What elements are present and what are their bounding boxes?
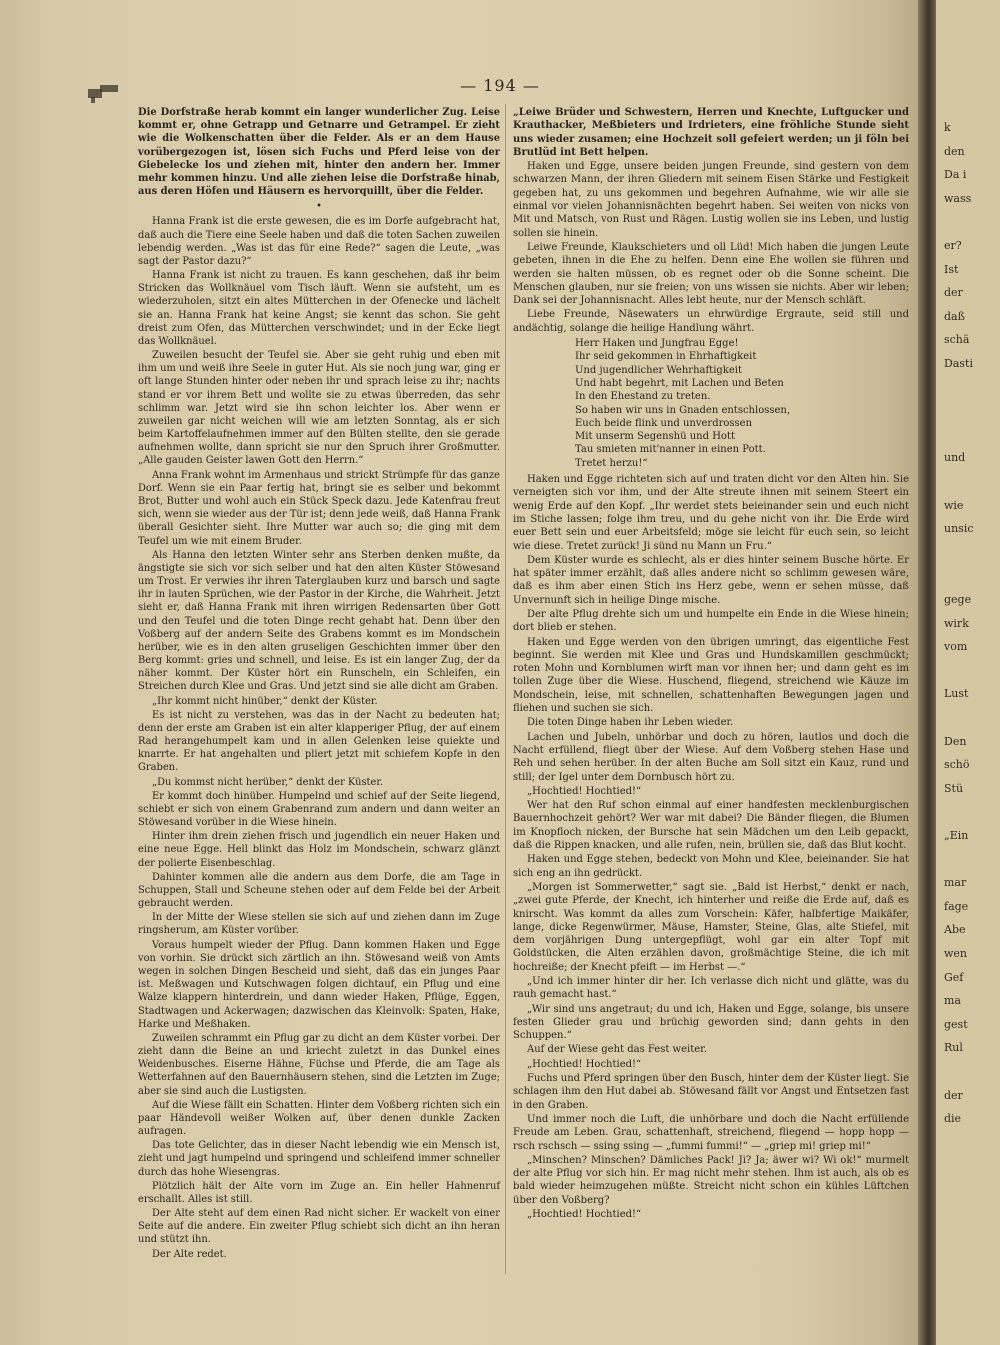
paragraph: Fuchs und Pferd springen über den Busch, hinter dem der Küster liegt. Sie schlagen ihm den Hut dabei ab. Stöwesand fällt vor Angst und Entsetzen fast in den Graben. bbox=[513, 1073, 909, 1111]
paragraph: Zuweilen schrammt ein Pflug gar zu dicht an dem Küster vorbei. Der zieht dann die Beine an und kriecht zuletzt in das Dunkel eines Weidenbusches. Eiserne Hähne, Füchse und Pferde, die am Tage als Wetterfahnen auf den Bauernhäusern stehen, sind die Letzten im Zuge; aber sie sind auch die Lustigsten. bbox=[138, 1032, 500, 1097]
paragraph: „Du kommst nicht herüber,“ denkt der Küster. bbox=[152, 776, 384, 788]
paragraph: Und immer noch die Luft, die unhörbare und doch die Nacht erfüllende Freude am Leben. Grau, schattenhaft, streichend, fliegend — hopp hopp — rsch rschsch — ssing ssing — „fummi fummi!“ — „griep mi! griep mi!“ bbox=[513, 1113, 909, 1152]
paragraph: Leiwe Freunde, Klaukschieters und oll Lüd! Mich haben die jungen Leute gebeten, ihnen in die Ehe zu helfen. Denn eine Ehe wollen sie führen und werden sie halten müssen, ob es regnet oder ob die Sonne scheint. Die Menschen glauben, nur sie freien; von uns wissen sie nichts. Aber wir leben; Dank sei der Johannisnacht. Alles lebt heute, nur der Mensch schläft. bbox=[513, 241, 909, 307]
next-page-fragment: wie bbox=[944, 498, 964, 512]
paragraph: Es ist nicht zu verstehen, was das in der Nacht zu bedeuten hat; denn der erste am Graben ist ein alter klapperiger Pflug, der auf einem Rad herangehumpelt kam und in allen Gelenken leise quiekte und knarrte. Er hat angehalten und pliert jetzt mit schiefem Kopfe in den Graben. bbox=[138, 709, 500, 774]
paragraph: „Hochtied! Hochtied!“ bbox=[527, 1209, 642, 1221]
paragraph: „Morgen ist Sommerwetter,“ sagt sie. „Bald ist Herbst,“ denkt er nach, „zwei gute Pferde, der Knecht, ich hinterher und reiße die Erde auf, daß es knirscht. Was kommt da alles zum Vorschein: Käfer, halbfertige Maikäfer, lange, dicke Regenwürmer, Mäuse, Hamster, Steine, Glas, alte Stiefel, mit dem vorjährigen Dung untergepflügt, wohl gar ein alter Topf mit Goldstücken, die Alten erzählen davon, großmächtige Steine, die ich mit hochreiße; der Knecht pfeift — im Herbst —.“ bbox=[513, 881, 909, 973]
next-page-fragment: Rul bbox=[944, 1041, 963, 1055]
verse-line: Herr Haken und Jungfrau Egge! bbox=[575, 338, 739, 350]
paragraph: „Hochtied! Hochtied!“ bbox=[527, 785, 642, 797]
next-page-fragment: vom bbox=[944, 640, 968, 654]
paragraph: Auf der Wiese geht das Fest weiter. bbox=[527, 1044, 708, 1056]
next-page-fragment: wen bbox=[944, 947, 968, 960]
paragraph: Das tote Gelichter, das in dieser Nacht lebendig wie ein Mensch ist, zieht und jagt humpelnd und springend und schleifend immer schneller durch das hohe Wiesengras. bbox=[138, 1140, 500, 1178]
next-page-fragment: der bbox=[944, 1088, 963, 1102]
wedding-verse bbox=[575, 337, 909, 470]
verse-line: Und jugendlicher Wehrhaftigkeit bbox=[575, 364, 742, 376]
paragraph: „Ihr kommt nicht hinüber,“ denkt der Küster. bbox=[152, 695, 378, 707]
next-page-fragment: Abe bbox=[944, 923, 966, 937]
next-page-fragment: mar bbox=[944, 876, 967, 890]
paragraph: In der Mitte der Wiese stellen sie sich auf und ziehen dann im Zuge ringsherum, am Küster vorüber. bbox=[138, 912, 500, 937]
paragraph: Plötzlich hält der Alte vorn im Zuge an. Ein heller Hahnenruf erschallt. Alles ist still. bbox=[138, 1180, 500, 1205]
paragraph: Auf die Wiese fällt ein Schatten. Hinter dem Voßberg richten sich ein paar Händevoll weißer Wolken auf, über denen dunkle Zacken aufragen. bbox=[138, 1099, 500, 1138]
paragraph: „Hochtied! Hochtied!“ bbox=[527, 1058, 642, 1070]
right-column bbox=[513, 106, 909, 1222]
paragraph: Dahinter kommen alle die andern aus dem Dorfe, die am Tage in Schuppen, Stall und Scheune stehen oder auf dem Felde bei der Arbeit gebraucht werden. bbox=[138, 871, 500, 910]
page-number: — 194 — bbox=[460, 76, 540, 95]
verse-line: Ihr seid gekommen in Ehrhaftigkeit bbox=[575, 351, 757, 363]
paragraph: Liebe Freunde, Näsewaters un ehrwürdige Ergraute, seid still und andächtig, solange die heilige Handlung währt. bbox=[513, 309, 909, 334]
left-column bbox=[138, 106, 500, 1262]
next-page-fragment: die bbox=[944, 1112, 962, 1126]
next-page-fragment: Stü bbox=[944, 781, 964, 795]
paragraph: Die Dorfstraße herab kommt ein langer wunderlicher Zug. Leise kommt er, ohne Getrapp und Getnarre und Getrampel. Er zieht wie die Wolkenschatten über die Felder. Als er an dem Hause vorübergezogen ist, lösen sich Fuchs und Pferd leise von der Giebelecke los und ziehen mit, hinter den andern her. Immer mehr kommen hinzu. Und alle ziehen leise die Dorfstraße hinab, aus deren Höfen und Häusern es hervorquillt, über die Felder. bbox=[138, 107, 500, 198]
next-page-fragment: daß bbox=[944, 309, 965, 323]
paragraph: „Leiwe Brüder und Schwestern, Herren und Knechte, Luftgucker und Krauthacker, Meßbieters und Irdrieters, eine fröhliche Stunde sieht uns wieder zusamen; eine Hochzeit soll gefeiert werden; un ji föln bei Brutlüd int Bett helpen. bbox=[513, 107, 909, 158]
paragraph: Haken und Egge richteten sich auf und traten dicht vor den Alten hin. Sie verneigten sich vor ihm, und der Alte streute ihnen mit seinem Steert ein wenig Erde auf den Kopf. „Ihr werdet stets beieinander sein und euch nicht im Stiche lassen; folge ihm treu, und du gehe nicht von ihr. Die Erde wird euer Bett sein und euer Arbeitsfeld; möge sie leicht für euch sein, so leicht wie diese. Tretet zurück! Ji sünd nu Mann un Fru.“ bbox=[513, 474, 909, 552]
paragraph: Lachen und Jubeln, unhörbar und doch zu hören, lautlos und doch die Nacht erfüllend, fliegt über der Wiese. Auf dem Voßberg stehen Hase und Reh und sehen herüber. In der alten Buche am Soll sitzt ein Kauz, rund und still; der Igel unter dem Dornbusch hört zu. bbox=[513, 731, 909, 783]
next-page-fragment: Ist bbox=[944, 262, 959, 276]
next-page-fragment: Da i bbox=[944, 168, 967, 182]
paragraph: Zuweilen besucht der Teufel sie. Aber sie geht ruhig und eben mit ihm um und weiß ihre Seele in guter Hut. Als sie noch jung war, ging er oft lange Stunden hinter oder neben ihr und sprach leise zu ihr; nachts stand er vor ihrem Bett und wollte sie zu etwas überreden, das sehr schlimm war. Jetzt wird sie ihn schon leichter los. Aber wenn er zuweilen gar nicht weichen will wie am letzten Sonntag, als er sich beim Kartoffelaufnehmen immer auf den Bülten stellte, den sie gerade aufnehmen wollte, dann spricht sie nur den Spruch ihrer Großmutter. „Alle gauden Geister lawen Gott den Herrn.“ bbox=[138, 350, 500, 467]
paragraph: Hanna Frank ist die erste gewesen, die es im Dorfe aufgebracht hat, daß auch die Tiere eine Seele haben und daß die toten Sachen zuweilen lebendig werden. „Was ist das für eine Rede?“ sagen die Leute, „was sagt der Pastor dazu?“ bbox=[138, 216, 500, 267]
paragraph: Voraus humpelt wieder der Pflug. Dann kommen Haken und Egge von vorhin. Sie drückt sich zärtlich an ihn. Stöwesand weiß von Amts wegen in solchen Dingen Bescheid und sieht, daß das ein junges Paar ist. Meßwagen und Kutschwagen folgen dichtauf, ein Pflug und eine Walze klappern hinterdrein, und dann wieder Haken, Pflüge, Eggen, Stadtwagen und Ackerwagen; dazwischen das Kleinvolk: Spaten, Hake, Harke und Meßhaken. bbox=[138, 939, 500, 1030]
next-page-fragment: schä bbox=[944, 333, 970, 347]
next-page-fragment: schö bbox=[944, 758, 970, 772]
next-page-fragment: fage bbox=[944, 899, 969, 913]
paragraph: Wer hat den Ruf schon einmal auf einer handfesten mecklenburgischen Bauernhochzeit gehört? Wer war mit dabei? Die Bänder fliegen, die Blumen im Knopfloch nicken, der Bursche hat sein Mädchen um den Leib gepackt, daß die Rippen knacken, und alle rufen, nein, brüllen sie, daß das Blut kocht. bbox=[513, 800, 909, 852]
paragraph: Die toten Dinge haben ihr Leben wieder. bbox=[527, 717, 734, 729]
next-page-fragment: Lust bbox=[944, 687, 969, 701]
next-page-fragment: der bbox=[944, 286, 963, 300]
verse-line: Mit unserm Segenshü und Hott bbox=[575, 431, 735, 443]
next-page-fragment: k bbox=[944, 121, 951, 134]
next-page-fragment: wirk bbox=[944, 616, 969, 630]
paragraph: Er kommt doch hinüber. Humpelnd und schief auf der Seite liegend, schiebt er sich von einem Grabenrand zum andern und dann weiter an Stöwesand vorüber in die Wiese hinein. bbox=[138, 790, 500, 829]
column-divider bbox=[505, 104, 506, 1274]
verse-line: So haben wir uns in Gnaden entschlossen, bbox=[575, 404, 791, 416]
section-separator: • bbox=[316, 201, 322, 213]
next-page-fragment: ma bbox=[944, 994, 961, 1008]
verse-line: Tau smieten mit'nanner in einen Pott. bbox=[575, 444, 766, 456]
next-page-fragment: Den bbox=[944, 734, 967, 748]
verse-line: Euch beide flink und unverdrossen bbox=[575, 417, 753, 429]
next-page-fragment: und bbox=[944, 451, 966, 465]
next-page-edge bbox=[936, 0, 1000, 1345]
verse-line: Tretet herzu!“ bbox=[575, 457, 648, 469]
next-page-fragment: „Ein bbox=[944, 829, 969, 842]
paragraph: Haken und Egge stehen, bedeckt von Mohn und Klee, beieinander. Sie hat sich eng an ihn gedrückt. bbox=[513, 854, 909, 879]
paragraph: Als Hanna den letzten Winter sehr ans Sterben denken mußte, da ängstigte sie sich vor sich selber und hat den alten Küster Stöwesand um Trost. Er verwies ihr ihren Taterglauben kurz und barsch und sagte ihr in lauten Sprüchen, wie der Pastor in der Kirche, die Wahrheit. Jetzt sieht er, daß Hanna Frank mit ihren wirrigen Redensarten über Gott und den Teufel und die toten Dinge recht gehabt hat. Denn über den Voßberg auf der andern Seite des Grabens kommt es im Mondschein herüber, wie es in den alten gruseligen Geschichten immer über den Berg kommt: gries und schnell, und leise. Es ist ein langer Zug, der da näher kommt. Der Küster hört ein Runscheln, ein Schleifen, ein Streichen durch Klee und Gras. Und jetzt sind sie alle dicht am Graben. bbox=[138, 549, 500, 693]
next-page-fragment: gege bbox=[944, 593, 972, 606]
next-page-fragment: unsic bbox=[944, 522, 974, 536]
verse-line: In den Ehestand zu treten. bbox=[575, 391, 711, 403]
next-page-fragment: wass bbox=[944, 191, 972, 205]
paragraph: Hanna Frank ist nicht zu trauen. Es kann geschehen, daß ihr beim Stricken das Wollknäuel vom Tisch läuft. Wenn sie aufsteht, um es wiederzuholen, sitzt ein altes Mütterchen in der Ofenecke und lächelt sie an. Hanna Frank hat keine Angst; sie kennt das schon. Sie geht dreist zum Ofen, das Mütterchen verschwindet; und in der Ecke liegt das Wollknäuel. bbox=[138, 270, 500, 347]
paragraph: „Und ich immer hinter dir her. Ich verlasse dich nicht und glätte, was du rauh gemacht hast.“ bbox=[513, 976, 909, 1001]
paragraph: Der Alte redet. bbox=[152, 1248, 227, 1260]
paragraph: Hinter ihm drein ziehen frisch und jugendlich ein neuer Haken und eine neue Egge. Hell blinkt das Holz im Mondschein, schwarz glänzt der polierte Eisenbeschlag. bbox=[138, 831, 500, 869]
paragraph: „Wir sind uns angetraut; du und ich, Haken und Egge, solange, bis unsere festen Glieder grau und brüchig geworden sind; dann gehts in den Schuppen.“ bbox=[513, 1003, 909, 1042]
paragraph: „Minschen? Minschen? Dämliches Pack! Ji? Ja; äwer wi? Wi ok!“ murmelt der alte Pflug vor sich hin. Er mag nicht mehr stehen. Ihm ist auch, als ob es bald wieder heimzugehen müßte. Streicht nicht schon ein kühles Lüftchen über den Voßberg? bbox=[513, 1154, 909, 1206]
paragraph: Haken und Egge werden von den übrigen umringt, das eigentliche Fest beginnt. Sie werden mit Klee und Gras und Hundskamillen geschmückt; roten Mohn und Kornblumen wirft man vor ihnen her; und dann geht es im tollen Zuge über die Wiese. Huschend, fliegend, streichend wie Käuze im Mondschein, leise, mit schnellen, schattenhaften Bewegungen jagen und fliehen und suchen sie sich. bbox=[513, 636, 909, 715]
paragraph: Dem Küster wurde es schlecht, als er dies hinter seinem Busche hörte. Er hat später immer erzählt, daß alles andere nicht so schlimm gewesen wäre, daß es ihm aber einen Stich ins Herz gebe, wenn er sehen müsse, daß Unvernunft sich in heilige Dinge mische. bbox=[513, 554, 909, 606]
next-page-fragment: den bbox=[944, 144, 965, 158]
paragraph: Der Alte steht auf dem einen Rad nicht sicher. Er wackelt von einer Seite auf die andere. Ein zweiter Pflug schiebt sich dicht an ihn heran und stützt ihn. bbox=[138, 1208, 500, 1246]
next-page-fragment: Dasti bbox=[944, 357, 973, 370]
paragraph: Der alte Pflug drehte sich um und humpelte ein Ende in die Wiese hinein; dort blieb er stehen. bbox=[513, 608, 909, 634]
paragraph: Haken und Egge, unsere beiden jungen Freunde, sind gestern von dem schwarzen Mann, der ihren Gliedern mit seinem Eisen Stärke und Festigkeit gegeben hat, zu uns gekommen und begehren Aufnahme, wie wir alle sie einmal vor vielen Johannisnächten begehrt haben. Sei weiten von nicks von Mit und Matsch, von Rust und Rägen. Lustig wollen sie ins Leben, und lustig sollen sie hinein. bbox=[513, 161, 909, 239]
paragraph: Anna Frank wohnt im Armenhaus und strickt Strümpfe für das ganze Dorf. Wenn sie ein Paar fertig hat, bringt sie es selber und bekommt Brot, Butter und wohl auch ein Stück Speck dazu. Jede Katenfrau freut sich, wenn sie wieder aus der Tür ist; denn jede weiß, daß Hanna Frank überall Gesichter sieht. Ihre Mutter war auch so; die ging mit dem Teufel um wie mit einem Bruder. bbox=[138, 469, 500, 547]
next-page-fragment: er? bbox=[944, 239, 962, 252]
next-page-fragment: gest bbox=[944, 1017, 968, 1031]
next-page-fragment: Gef bbox=[944, 970, 964, 984]
verse-line: Und habt begehrt, mit Lachen und Beten bbox=[575, 377, 784, 389]
